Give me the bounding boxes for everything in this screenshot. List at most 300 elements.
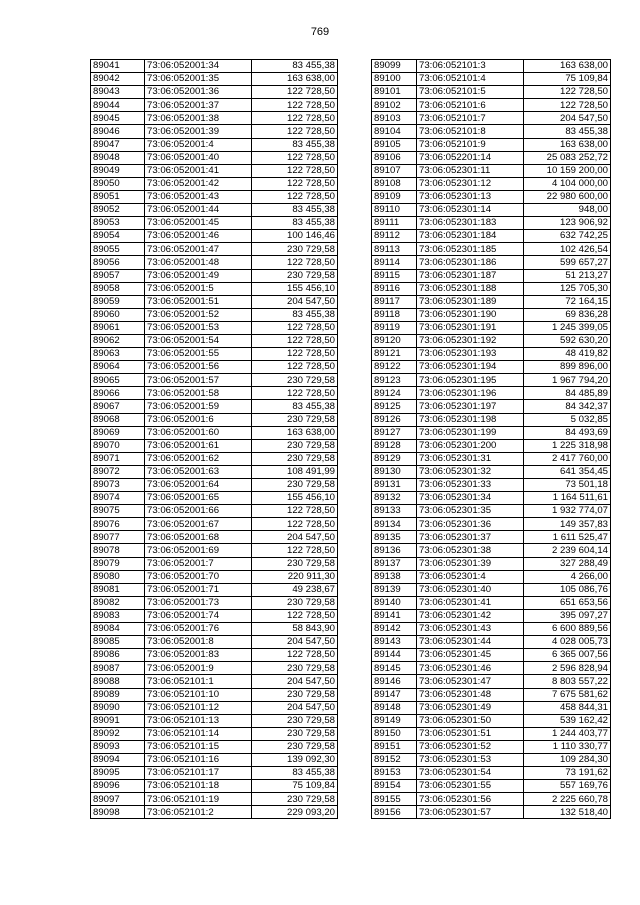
table-row <box>91 740 338 753</box>
cadastral-value: 122 728,50 <box>252 505 338 518</box>
table-row <box>91 112 338 125</box>
cadastral-number: 73:06:052301:193 <box>417 348 524 361</box>
table-row <box>91 177 338 190</box>
row-number: 89137 <box>372 557 417 570</box>
row-number: 89067 <box>91 400 145 413</box>
cadastral-value: 122 728,50 <box>252 125 338 138</box>
row-number: 89131 <box>372 479 417 492</box>
table-row <box>91 806 338 819</box>
row-number: 89056 <box>91 256 145 269</box>
cadastral-value: 204 547,50 <box>524 112 611 125</box>
row-number: 89109 <box>372 190 417 203</box>
cadastral-number: 73:06:052001:57 <box>145 374 252 387</box>
cadastral-number: 73:06:052101:5 <box>417 86 524 99</box>
cadastral-value: 8 803 557,22 <box>524 675 611 688</box>
cadastral-number: 73:06:052301:13 <box>417 190 524 203</box>
cadastral-number: 73:06:052301:37 <box>417 531 524 544</box>
cadastral-number: 73:06:052301:196 <box>417 387 524 400</box>
row-number: 89101 <box>372 86 417 99</box>
cadastral-number: 73:06:052001:64 <box>145 479 252 492</box>
cadastral-value: 230 729,58 <box>252 727 338 740</box>
cadastral-value: 1 244 403,77 <box>524 727 611 740</box>
row-number: 89089 <box>91 688 145 701</box>
table-row <box>372 740 611 753</box>
cadastral-value: 109 284,30 <box>524 753 611 766</box>
cadastral-value: 1 932 774,07 <box>524 505 611 518</box>
cadastral-value: 651 653,56 <box>524 596 611 609</box>
table-row <box>372 112 611 125</box>
row-number: 89093 <box>91 740 145 753</box>
row-number: 89071 <box>91 452 145 465</box>
row-number: 89139 <box>372 583 417 596</box>
row-number: 89125 <box>372 400 417 413</box>
table-row <box>372 780 611 793</box>
row-number: 89153 <box>372 767 417 780</box>
row-number: 89082 <box>91 596 145 609</box>
cadastral-number: 73:06:052001:5 <box>145 282 252 295</box>
cadastral-value: 102 426,54 <box>524 243 611 256</box>
cadastral-value: 163 638,00 <box>252 73 338 86</box>
table-row <box>91 649 338 662</box>
row-number: 89046 <box>91 125 145 138</box>
row-number: 89063 <box>91 348 145 361</box>
table-row <box>91 374 338 387</box>
cadastral-number: 73:06:052301:49 <box>417 701 524 714</box>
cadastral-number: 73:06:052301:184 <box>417 230 524 243</box>
cadastral-value: 25 083 252,72 <box>524 151 611 164</box>
cadastral-number: 73:06:052101:16 <box>145 753 252 766</box>
table-row <box>372 714 611 727</box>
table-row <box>372 518 611 531</box>
row-number: 89104 <box>372 125 417 138</box>
cadastral-value: 458 844,31 <box>524 701 611 714</box>
row-number: 89112 <box>372 230 417 243</box>
cadastral-value: 122 728,50 <box>252 321 338 334</box>
row-number: 89114 <box>372 256 417 269</box>
cadastral-value: 4 266,00 <box>524 570 611 583</box>
table-row <box>372 60 611 73</box>
table-row <box>91 321 338 334</box>
cadastral-number: 73:06:052301:57 <box>417 806 524 819</box>
cadastral-number: 73:06:052101:4 <box>417 73 524 86</box>
cadastral-number: 73:06:052301:189 <box>417 295 524 308</box>
row-number: 89092 <box>91 727 145 740</box>
cadastral-number: 73:06:052301:53 <box>417 753 524 766</box>
cadastral-number: 73:06:052301:36 <box>417 518 524 531</box>
cadastral-number: 73:06:052101:7 <box>417 112 524 125</box>
row-number: 89098 <box>91 806 145 819</box>
table-row <box>372 583 611 596</box>
row-number: 89132 <box>372 492 417 505</box>
row-number: 89100 <box>372 73 417 86</box>
row-number: 89113 <box>372 243 417 256</box>
row-number: 89075 <box>91 505 145 518</box>
cadastral-value: 122 728,50 <box>252 112 338 125</box>
row-number: 89155 <box>372 793 417 806</box>
row-number: 89144 <box>372 649 417 662</box>
cadastral-value: 122 728,50 <box>252 334 338 347</box>
cadastral-number: 73:06:052001:40 <box>145 151 252 164</box>
cadastral-number: 73:06:052001:65 <box>145 492 252 505</box>
row-number: 89068 <box>91 413 145 426</box>
table-row <box>91 308 338 321</box>
row-number: 89128 <box>372 439 417 452</box>
row-number: 89069 <box>91 426 145 439</box>
cadastral-value: 230 729,58 <box>252 452 338 465</box>
cadastral-value: 204 547,50 <box>252 636 338 649</box>
table-row <box>91 583 338 596</box>
table-row <box>372 596 611 609</box>
table-row <box>91 623 338 636</box>
cadastral-number: 73:06:052101:12 <box>145 701 252 714</box>
cadastral-number: 73:06:052001:76 <box>145 623 252 636</box>
cadastral-number: 73:06:052001:41 <box>145 164 252 177</box>
table-row <box>91 256 338 269</box>
cadastral-value: 48 419,82 <box>524 348 611 361</box>
table-row <box>372 452 611 465</box>
cadastral-number: 73:06:052301:198 <box>417 413 524 426</box>
row-number: 89150 <box>372 727 417 740</box>
cadastral-number: 73:06:052001:35 <box>145 73 252 86</box>
table-row <box>372 204 611 217</box>
cadastral-number: 73:06:052001:36 <box>145 86 252 99</box>
row-number: 89117 <box>372 295 417 308</box>
cadastral-number: 73:06:052301:33 <box>417 479 524 492</box>
cadastral-number: 73:06:052001:51 <box>145 295 252 308</box>
cadastral-value: 2 225 660,78 <box>524 793 611 806</box>
cadastral-number: 73:06:052301:190 <box>417 308 524 321</box>
table-row <box>91 609 338 622</box>
cadastral-value: 73 501,18 <box>524 479 611 492</box>
cadastral-value: 204 547,50 <box>252 531 338 544</box>
cadastral-value: 72 164,15 <box>524 295 611 308</box>
cadastral-number: 73:06:052301:194 <box>417 361 524 374</box>
cadastral-number: 73:06:052301:52 <box>417 740 524 753</box>
row-number: 89148 <box>372 701 417 714</box>
table-row <box>91 217 338 230</box>
table-row <box>372 465 611 478</box>
cadastral-number: 73:06:052101:10 <box>145 688 252 701</box>
table-row <box>91 151 338 164</box>
row-number: 89087 <box>91 662 145 675</box>
register-table-left <box>90 59 338 819</box>
row-number: 89127 <box>372 426 417 439</box>
cadastral-number: 73:06:052301:31 <box>417 452 524 465</box>
cadastral-number: 73:06:052301:46 <box>417 662 524 675</box>
table-row <box>91 138 338 151</box>
table-row <box>372 295 611 308</box>
row-number: 89055 <box>91 243 145 256</box>
cadastral-number: 73:06:052001:8 <box>145 636 252 649</box>
cadastral-value: 230 729,58 <box>252 596 338 609</box>
cadastral-value: 4 028 005,73 <box>524 636 611 649</box>
cadastral-number: 73:06:052301:39 <box>417 557 524 570</box>
cadastral-value: 84 493,69 <box>524 426 611 439</box>
row-number: 89042 <box>91 73 145 86</box>
table-row <box>372 662 611 675</box>
cadastral-number: 73:06:052301:187 <box>417 269 524 282</box>
cadastral-value: 83 455,38 <box>252 217 338 230</box>
table-row <box>372 217 611 230</box>
cadastral-number: 73:06:052301:42 <box>417 609 524 622</box>
cadastral-value: 108 491,99 <box>252 465 338 478</box>
cadastral-value: 327 288,49 <box>524 557 611 570</box>
table-row <box>372 688 611 701</box>
cadastral-value: 100 146,46 <box>252 230 338 243</box>
cadastral-value: 204 547,50 <box>252 675 338 688</box>
row-number: 89120 <box>372 334 417 347</box>
cadastral-value: 73 191,62 <box>524 767 611 780</box>
cadastral-value: 2 239 604,14 <box>524 544 611 557</box>
table-row <box>91 204 338 217</box>
table-row <box>91 662 338 675</box>
cadastral-value: 1 245 399,05 <box>524 321 611 334</box>
cadastral-number: 73:06:052301:186 <box>417 256 524 269</box>
cadastral-number: 73:06:052301:56 <box>417 793 524 806</box>
row-number: 89045 <box>91 112 145 125</box>
cadastral-value: 83 455,38 <box>252 204 338 217</box>
table-row <box>91 531 338 544</box>
table-row <box>372 230 611 243</box>
table-row <box>372 151 611 164</box>
cadastral-number: 73:06:052001:44 <box>145 204 252 217</box>
row-number: 89048 <box>91 151 145 164</box>
row-number: 89078 <box>91 544 145 557</box>
row-number: 89118 <box>372 308 417 321</box>
row-number: 89066 <box>91 387 145 400</box>
table-row <box>372 753 611 766</box>
table-row <box>372 256 611 269</box>
cadastral-value: 139 092,30 <box>252 753 338 766</box>
cadastral-number: 73:06:052001:58 <box>145 387 252 400</box>
row-number: 89053 <box>91 217 145 230</box>
cadastral-number: 73:06:052301:38 <box>417 544 524 557</box>
row-number: 89149 <box>372 714 417 727</box>
cadastral-number: 73:06:052301:41 <box>417 596 524 609</box>
table-row <box>91 675 338 688</box>
cadastral-number: 73:06:052101:13 <box>145 714 252 727</box>
cadastral-value: 2 417 760,00 <box>524 452 611 465</box>
cadastral-value: 69 836,28 <box>524 308 611 321</box>
table-row <box>372 570 611 583</box>
table-row <box>91 767 338 780</box>
cadastral-value: 75 109,84 <box>524 73 611 86</box>
table-row <box>91 190 338 203</box>
row-number: 89156 <box>372 806 417 819</box>
table-row <box>372 177 611 190</box>
cadastral-value: 230 729,58 <box>252 479 338 492</box>
cadastral-number: 73:06:052001:67 <box>145 518 252 531</box>
cadastral-value: 122 728,50 <box>252 86 338 99</box>
table-row <box>372 348 611 361</box>
cadastral-value: 122 728,50 <box>252 190 338 203</box>
table-row <box>372 164 611 177</box>
row-number: 89057 <box>91 269 145 282</box>
cadastral-number: 73:06:052001:47 <box>145 243 252 256</box>
cadastral-number: 73:06:052001:4 <box>145 138 252 151</box>
table-row <box>91 282 338 295</box>
table-row <box>372 282 611 295</box>
row-number: 89140 <box>372 596 417 609</box>
cadastral-value: 122 728,50 <box>252 649 338 662</box>
row-number: 89136 <box>372 544 417 557</box>
cadastral-number: 73:06:052301:12 <box>417 177 524 190</box>
cadastral-number: 73:06:052301:50 <box>417 714 524 727</box>
row-number: 89146 <box>372 675 417 688</box>
row-number: 89106 <box>372 151 417 164</box>
table-row <box>372 649 611 662</box>
cadastral-value: 1 967 794,20 <box>524 374 611 387</box>
table-row <box>91 544 338 557</box>
cadastral-value: 230 729,58 <box>252 688 338 701</box>
cadastral-value: 122 728,50 <box>252 151 338 164</box>
row-number: 89110 <box>372 204 417 217</box>
cadastral-number: 73:06:052101:1 <box>145 675 252 688</box>
cadastral-number: 73:06:052301:195 <box>417 374 524 387</box>
cadastral-number: 73:06:052001:56 <box>145 361 252 374</box>
cadastral-value: 1 611 525,47 <box>524 531 611 544</box>
table-row <box>372 479 611 492</box>
table-row <box>372 99 611 112</box>
table-row <box>372 190 611 203</box>
table-row <box>91 334 338 347</box>
cadastral-value: 5 032,85 <box>524 413 611 426</box>
cadastral-number: 73:06:052101:3 <box>417 60 524 73</box>
table-row <box>91 400 338 413</box>
cadastral-number: 73:06:052301:185 <box>417 243 524 256</box>
table-row <box>91 780 338 793</box>
table-row <box>91 295 338 308</box>
row-number: 89103 <box>372 112 417 125</box>
cadastral-number: 73:06:052301:40 <box>417 583 524 596</box>
table-row <box>91 793 338 806</box>
row-number: 89135 <box>372 531 417 544</box>
row-number: 89077 <box>91 531 145 544</box>
cadastral-value: 230 729,58 <box>252 793 338 806</box>
row-number: 89058 <box>91 282 145 295</box>
cadastral-value: 632 742,25 <box>524 230 611 243</box>
cadastral-number: 73:06:052301:197 <box>417 400 524 413</box>
cadastral-number: 73:06:052101:8 <box>417 125 524 138</box>
cadastral-value: 4 104 000,00 <box>524 177 611 190</box>
table-row <box>372 387 611 400</box>
cadastral-value: 122 728,50 <box>252 177 338 190</box>
table-row <box>91 596 338 609</box>
row-number: 89051 <box>91 190 145 203</box>
cadastral-number: 73:06:052001:71 <box>145 583 252 596</box>
table-row <box>372 125 611 138</box>
table-row <box>91 230 338 243</box>
row-number: 89060 <box>91 308 145 321</box>
row-number: 89062 <box>91 334 145 347</box>
row-number: 89130 <box>372 465 417 478</box>
table-row <box>91 636 338 649</box>
cadastral-value: 83 455,38 <box>252 60 338 73</box>
row-number: 89061 <box>91 321 145 334</box>
cadastral-value: 83 455,38 <box>252 767 338 780</box>
cadastral-value: 1 225 318,98 <box>524 439 611 452</box>
table-row <box>372 439 611 452</box>
row-number: 89126 <box>372 413 417 426</box>
cadastral-value: 122 728,50 <box>252 518 338 531</box>
table-row <box>372 334 611 347</box>
row-number: 89091 <box>91 714 145 727</box>
cadastral-value: 84 342,37 <box>524 400 611 413</box>
cadastral-value: 899 896,00 <box>524 361 611 374</box>
cadastral-value: 557 169,76 <box>524 780 611 793</box>
register-table-right <box>371 59 611 819</box>
cadastral-value: 230 729,58 <box>252 740 338 753</box>
row-number: 89064 <box>91 361 145 374</box>
table-row <box>91 413 338 426</box>
table-row <box>91 518 338 531</box>
cadastral-value: 163 638,00 <box>524 138 611 151</box>
table-row <box>372 609 611 622</box>
table-row <box>372 531 611 544</box>
table-row <box>91 60 338 73</box>
row-number: 89143 <box>372 636 417 649</box>
cadastral-value: 163 638,00 <box>252 426 338 439</box>
cadastral-number: 73:06:052301:4 <box>417 570 524 583</box>
table-row <box>372 557 611 570</box>
cadastral-value: 122 728,50 <box>524 86 611 99</box>
cadastral-value: 83 455,38 <box>252 138 338 151</box>
row-number: 89099 <box>372 60 417 73</box>
cadastral-number: 73:06:052001:42 <box>145 177 252 190</box>
cadastral-number: 73:06:052001:59 <box>145 400 252 413</box>
row-number: 89043 <box>91 86 145 99</box>
table-row <box>91 505 338 518</box>
row-number: 89041 <box>91 60 145 73</box>
row-number: 89080 <box>91 570 145 583</box>
table-row <box>372 806 611 819</box>
table-row <box>91 73 338 86</box>
table-row <box>91 361 338 374</box>
table-row <box>91 125 338 138</box>
table-row <box>91 99 338 112</box>
cadastral-value: 155 456,10 <box>252 492 338 505</box>
cadastral-number: 73:06:052001:39 <box>145 125 252 138</box>
table-row <box>372 544 611 557</box>
cadastral-number: 73:06:052001:6 <box>145 413 252 426</box>
row-number: 89081 <box>91 583 145 596</box>
cadastral-number: 73:06:052001:49 <box>145 269 252 282</box>
cadastral-number: 73:06:052301:43 <box>417 623 524 636</box>
cadastral-number: 73:06:052101:14 <box>145 727 252 740</box>
row-number: 89052 <box>91 204 145 217</box>
table-row <box>91 557 338 570</box>
cadastral-number: 73:06:052001:48 <box>145 256 252 269</box>
row-number: 89083 <box>91 609 145 622</box>
cadastral-value: 83 455,38 <box>252 308 338 321</box>
cadastral-number: 73:06:052101:15 <box>145 740 252 753</box>
row-number: 89102 <box>372 99 417 112</box>
row-number: 89085 <box>91 636 145 649</box>
table-row <box>372 86 611 99</box>
cadastral-number: 73:06:052301:11 <box>417 164 524 177</box>
table-row <box>91 164 338 177</box>
cadastral-value: 230 729,58 <box>252 662 338 675</box>
cadastral-value: 230 729,58 <box>252 413 338 426</box>
table-row <box>91 387 338 400</box>
cadastral-number: 73:06:052301:32 <box>417 465 524 478</box>
table-row <box>372 767 611 780</box>
table-row <box>372 636 611 649</box>
cadastral-value: 122 728,50 <box>252 609 338 622</box>
cadastral-value: 6 600 889,56 <box>524 623 611 636</box>
table-row <box>372 623 611 636</box>
cadastral-number: 73:06:052301:192 <box>417 334 524 347</box>
